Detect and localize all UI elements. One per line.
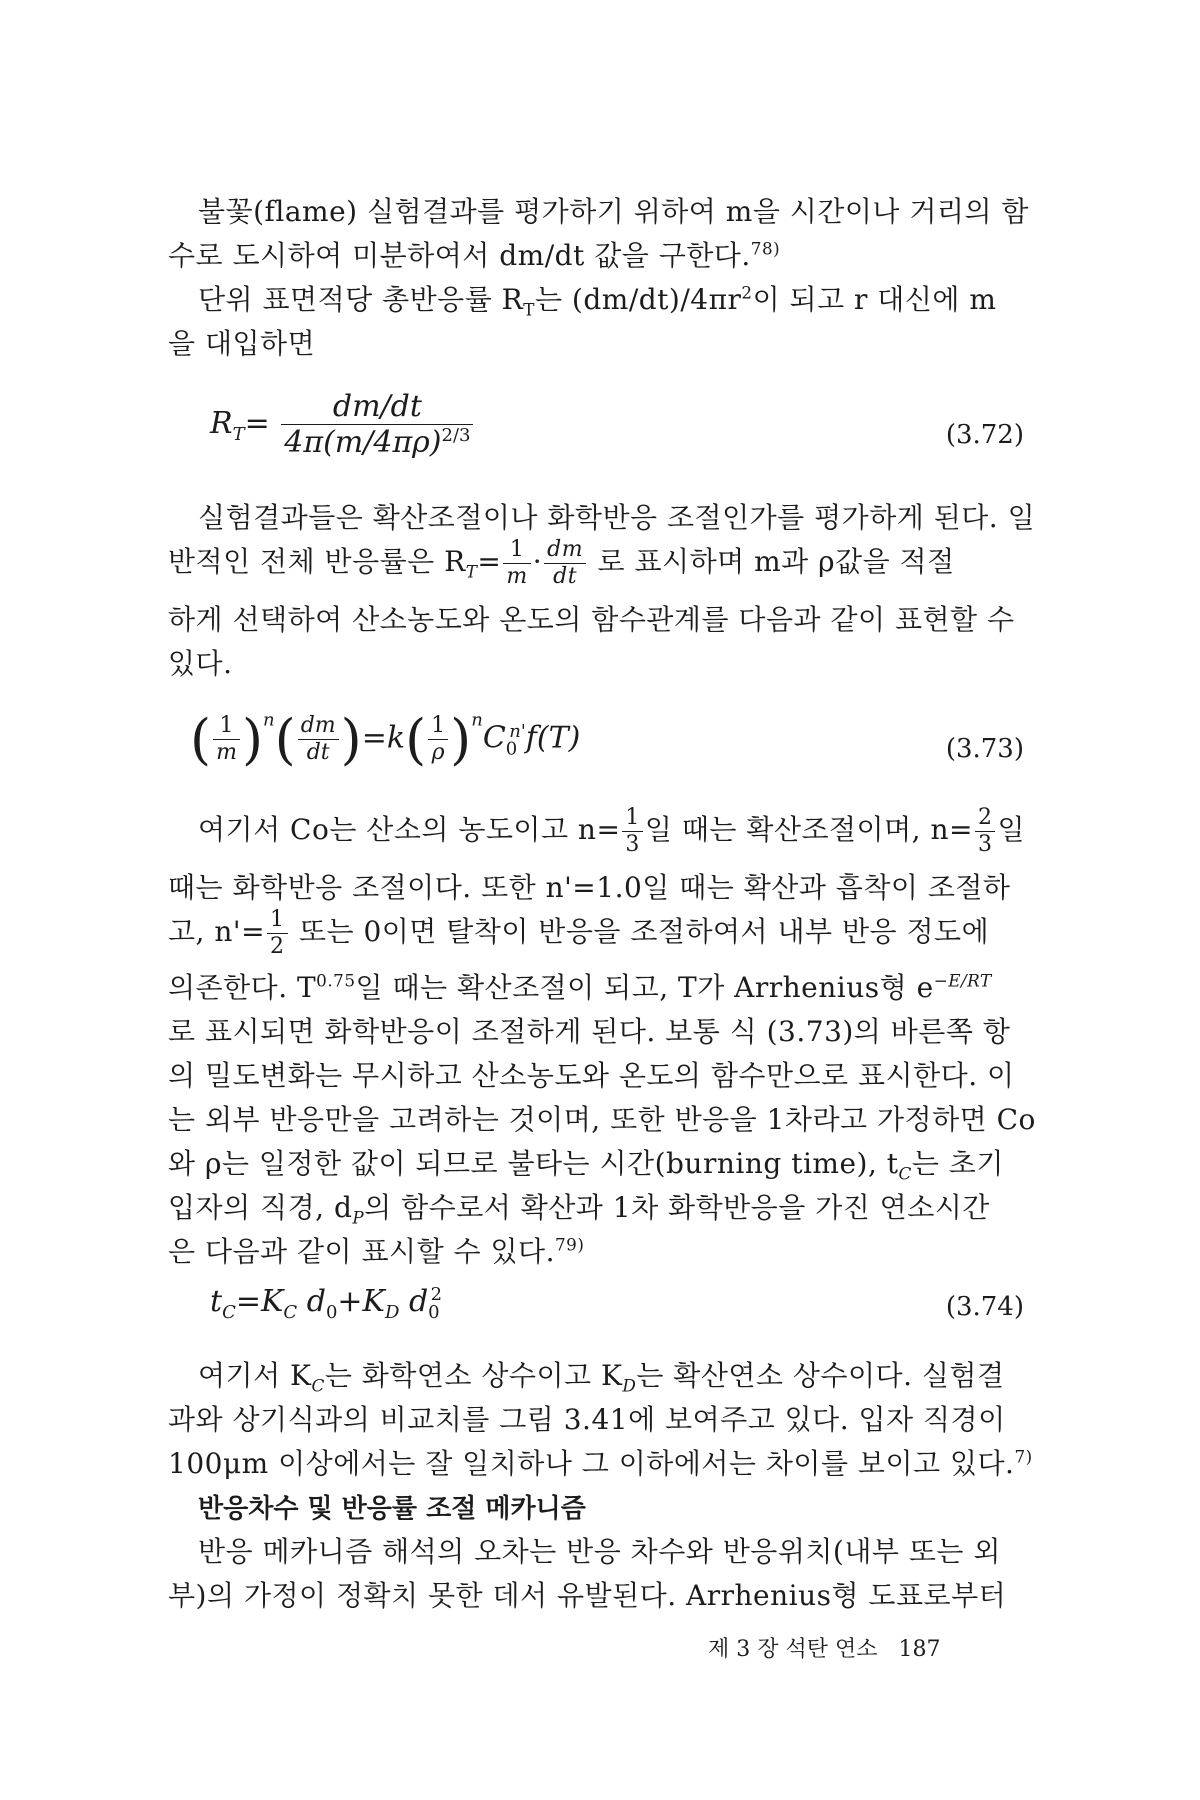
equation-3-72: $R_T=$ $\frac{dm/dt}{4\pi(m/4\pi\rho)^{2/3}}$ (210, 392, 475, 458)
paragraph-3-line-2: 반적인 전체 반응률은 $R_T=$ $\frac{1}{m}$ · $\frac{dm}{dt}$ 로 표시하며 m과 ρ값을 적절 (168, 537, 955, 589)
equation-number-3-74: (3.74) (945, 1292, 1024, 1322)
equation-3-72-fraction: $\frac{dm/dt}{4\pi(m/4\pi\rho)^{2/3}}$ (281, 392, 473, 458)
paragraph-6-line-2: 부)의 가정이 정확치 못한 데서 유발된다. Arrhenius형 도표로부터 (168, 1579, 1007, 1612)
paragraph-4-line-10: 은 다음과 같이 표시할 수 있다.$^{79)}$ (168, 1234, 585, 1268)
paragraph-5-line-2: 과와 상기식과의 비교치를 그림 3.41에 보여주고 있다. 입자 직경이 (168, 1403, 1006, 1436)
page-footer (708, 1632, 940, 1663)
equation-3-74: $t_C=K_C$ $d_0+K_D$ $d_0^2$ (210, 1284, 443, 1323)
paragraph-2-line-2: 을 대입하면 (168, 327, 316, 360)
footer-chapter: 제 3 장 석탄 연소 (708, 1637, 878, 1662)
reference-79: 79) (554, 1234, 585, 1255)
paragraph-1-line-2: 수로 도시하여 미분하여서 dm/dt 값을 구한다.$^{78)}$ (168, 238, 781, 272)
paragraph-4-line-3: 고, n'= $\frac{1}{2}$ 또는 0이면 탈착이 반응을 조절하여서 내부 반응 정도에 (168, 907, 990, 959)
equation-3-73: ( $\frac{1}{m}$ )$^n$( $\frac{dm}{dt}$ )=k( $\frac{1}{\rho}$ )$^nC_0^{n'}f(T)$ (190, 708, 581, 771)
equation-number-3-72: (3.72) (945, 420, 1024, 450)
paragraph-4-line-1: 여기서 Co는 산소의 농도이고 n= $\frac{1}{3}$ 일 때는 확산조절이며, n= $\frac{2}{3}$ 일 (198, 805, 1025, 857)
paragraph-2-line-1: 단위 표면적당 총반응률 $R_T$는 $(dm/dt)/4\pi r^2$이 되고 r 대신에 m (198, 282, 997, 320)
paragraph-4-line-8: 와 ρ는 일정한 값이 되므로 불타는 시간(burning time), $t_C$는 초기 (168, 1147, 1004, 1184)
section-heading: 반응차수 및 반응률 조절 메카니즘 (198, 1494, 586, 1524)
paragraph-4-line-9: 입자의 직경, $d_P$의 함수로서 확산과 1차 화학반응을 가진 연소시간 (168, 1191, 990, 1228)
page-number: 187 (898, 1637, 941, 1662)
paragraph-3-line-1: 실험결과들은 확산조절이나 화학반응 조절인가를 평가하게 된다. 일 (198, 501, 1036, 534)
equation-number-3-73: (3.73) (945, 734, 1024, 764)
paragraph-3-line-3: 하게 선택하여 산소농도와 온도의 함수관계를 다음과 같이 표현할 수 (168, 603, 1015, 636)
paragraph-4-line-2: 때는 화학반응 조절이다. 또한 n'=1.0일 때는 확산과 흡착이 조절하 (168, 871, 1011, 904)
paragraph-5-line-3: 100μm 이상에서는 잘 일치하나 그 이하에서는 차이를 보이고 있다.$^{7)}$ (168, 1446, 1033, 1480)
paragraph-1-line-1: 불꽃(flame) 실험결과를 평가하기 위하여 m을 시간이나 거리의 함 (198, 195, 1029, 228)
paragraph-6-line-1: 반응 메카니즘 해석의 오차는 반응 차수와 반응위치(내부 또는 외 (198, 1535, 1001, 1568)
paragraph-4-line-7: 는 외부 반응만을 고려하는 것이며, 또한 반응을 1차라고 가정하면 Co (168, 1103, 1036, 1136)
paragraph-4-line-5: 로 표시되면 화학반응이 조절하게 된다. 보통 식 (3.73)의 바른쪽 항 (168, 1015, 1011, 1048)
paragraph-4-line-4: 의존한다. $T^{0.75}$일 때는 확산조절이 되고, T가 Arrhenius형 $e^{-E/RT}$ (168, 970, 992, 1004)
reference-78: 78) (750, 238, 781, 259)
paragraph-4-line-6: 의 밀도변화는 무시하고 산소농도와 온도의 함수만으로 표시한다. 이 (168, 1059, 1015, 1092)
reference-7: 7) (1014, 1446, 1033, 1467)
paragraph-5-line-1: 여기서 $K_C$는 화학연소 상수이고 $K_D$는 확산연소 상수이다. 실험결 (198, 1359, 1005, 1396)
paragraph-3-line-4: 있다. (168, 647, 233, 680)
